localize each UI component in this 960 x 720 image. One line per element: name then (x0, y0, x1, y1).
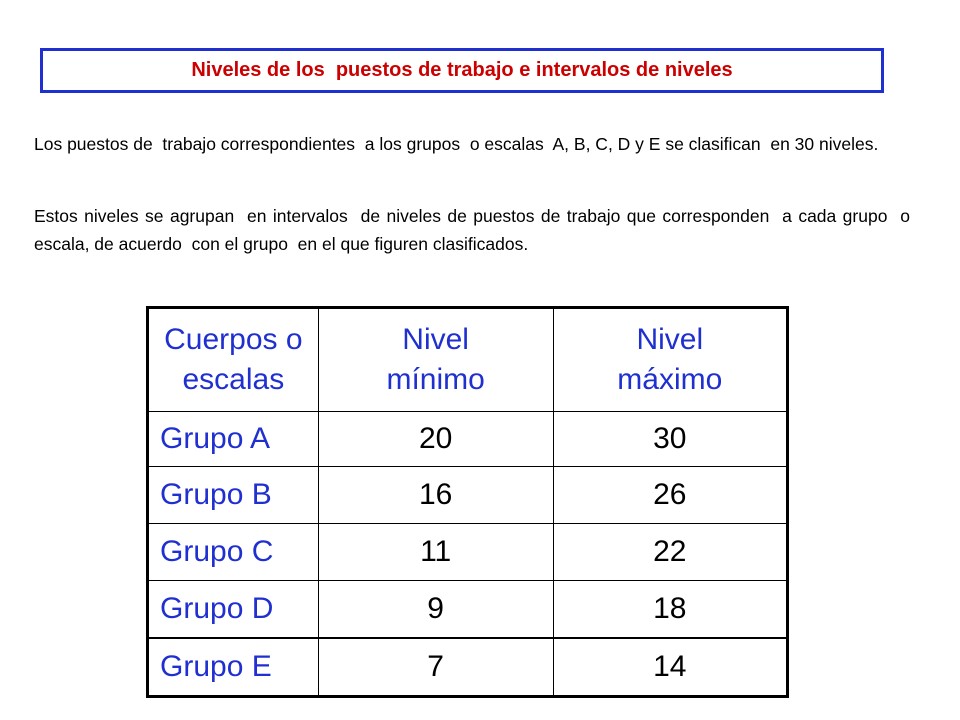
levels-table (146, 306, 789, 698)
group-cell: Grupo B (148, 467, 319, 524)
header-nivel-minimo (318, 308, 553, 412)
max-level-cell: 30 (553, 412, 787, 467)
max-level-cell: 26 (553, 467, 787, 524)
header-line: máximo (617, 363, 723, 396)
max-level-cell: 14 (553, 638, 787, 697)
table-row (148, 467, 788, 524)
table-header-row (148, 308, 788, 412)
group-cell: Grupo D (148, 581, 319, 639)
table-row (148, 581, 788, 639)
table-row (148, 412, 788, 467)
header-line: mínimo (386, 363, 485, 396)
table-row (148, 524, 788, 581)
intro-paragraph: Los puestos de trabajo correspondientes a los grupos o escalas A, B, C, D y E se clasifican en 30 niveles. (34, 134, 879, 154)
header-nivel-maximo (553, 308, 787, 412)
min-level-cell: 11 (318, 524, 553, 581)
header-line: escalas (182, 363, 285, 396)
min-level-cell: 20 (318, 412, 553, 467)
table-row (148, 638, 788, 697)
header-cuerpos-escalas (148, 308, 319, 412)
group-cell: Grupo C (148, 524, 319, 581)
page-title: Niveles de los puestos de trabajo e intervalos de niveles (191, 59, 733, 81)
max-level-cell: 22 (553, 524, 787, 581)
min-level-cell: 9 (318, 581, 553, 639)
group-cell: Grupo A (148, 412, 319, 467)
min-level-cell: 7 (318, 638, 553, 697)
header-line: Nivel (636, 323, 704, 356)
header-line: Cuerpos o (164, 323, 303, 356)
group-cell: Grupo E (148, 638, 319, 697)
title-box (40, 48, 884, 93)
grouping-paragraph: Estos niveles se agrupan en intervalos de niveles de puestos de trabajo que corresponden a cada grupo o escala, de acuerdo con el grupo en el que figuren clasificados. (34, 206, 915, 254)
min-level-cell: 16 (318, 467, 553, 524)
max-level-cell: 18 (553, 581, 787, 639)
header-line: Nivel (402, 323, 469, 356)
